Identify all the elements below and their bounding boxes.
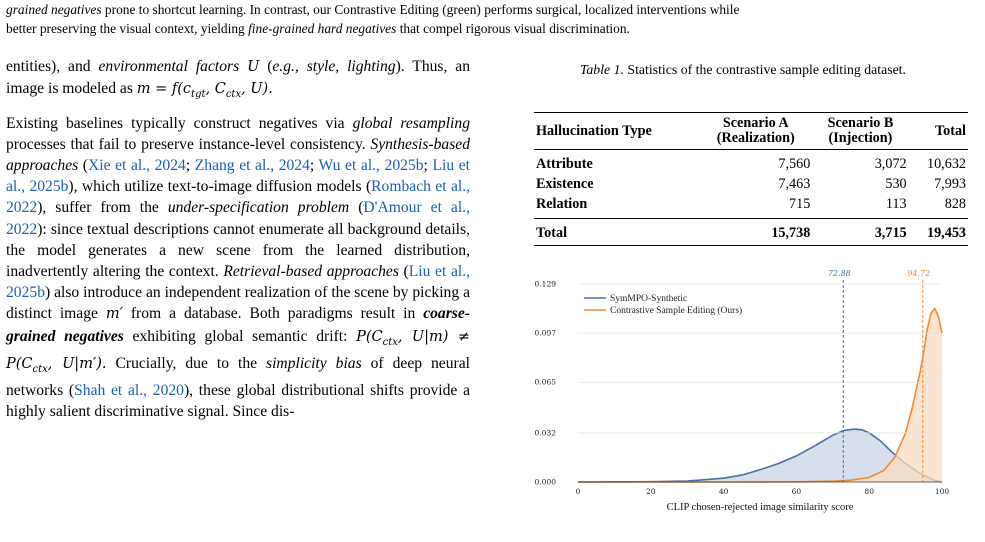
math-expr: m = f(c — [136, 81, 192, 98]
text-span: ( — [398, 262, 409, 280]
similarity-density-chart — [510, 262, 980, 542]
y-tick-label: 0.129 — [534, 279, 556, 289]
mean-label-0: 72.88 — [827, 269, 851, 278]
math-expr: , U). — [241, 81, 273, 98]
table-total-row — [534, 219, 968, 246]
text-span: ), suffer from the — [37, 199, 168, 217]
text-span: of deep neural networks ( — [6, 354, 470, 400]
row-label: Existence — [536, 176, 594, 192]
y-tick-label: 0.032 — [534, 428, 556, 438]
x-tick-label: 0 — [575, 487, 581, 496]
emphasis: global resampling — [352, 114, 470, 132]
right-column — [506, 56, 980, 241]
text-span: ( — [259, 58, 273, 75]
header-line: (Realization) — [716, 130, 795, 146]
math-expr: P(C — [356, 328, 383, 345]
math-var: U — [247, 59, 260, 75]
header-total: Total — [934, 122, 966, 139]
math-expr: , C — [205, 81, 226, 98]
header-scenario-a — [699, 113, 812, 150]
header-type: Hallucination Type — [536, 122, 652, 139]
total-cell: 19,453 — [909, 219, 968, 246]
legend-label-0: SymMPO-Synthetic — [610, 294, 688, 304]
body-text-column — [6, 56, 470, 430]
emphasis: Synthesis-based approaches — [6, 135, 470, 174]
math-sub: ctx — [382, 336, 398, 348]
caption-italic-2: fine-grained hard negatives — [248, 21, 397, 36]
cell: 7,560 — [778, 156, 811, 172]
table-row — [534, 154, 968, 174]
cell: 10,632 — [926, 156, 966, 172]
header-line: (Injection) — [828, 130, 893, 146]
text-span: Existing baselines typically construct negatives via — [6, 114, 353, 132]
y-tick-label: 0.000 — [534, 477, 556, 487]
text-span: ; — [423, 156, 433, 174]
paragraph-2 — [6, 113, 470, 423]
table-row — [534, 174, 968, 194]
citation-link[interactable]: Zhang et al., 2024 — [194, 156, 310, 174]
header-scenario-b — [812, 113, 908, 150]
total-cell: 3,715 — [812, 219, 908, 246]
table-caption-label: Table 1. — [580, 62, 624, 77]
header-line: Scenario B — [827, 115, 894, 131]
table-caption — [506, 62, 980, 78]
caption-text-2a: better preserving the visual context, yielding — [6, 21, 249, 36]
text-span: entities), and — [6, 58, 99, 75]
mean-label-1: 94.72 — [907, 269, 931, 278]
text-span: ). Thus, an image is modeled as — [6, 58, 470, 98]
row-label: Attribute — [536, 156, 593, 172]
x-tick-label: 80 — [864, 487, 874, 496]
header-line: Scenario A — [722, 115, 789, 131]
cell: 715 — [789, 196, 811, 212]
total-label: Total — [534, 219, 699, 246]
stats-table — [534, 112, 968, 246]
text-span: ): since textual descriptions cannot enumerate all background details, the model generates a new scene from the learned distribution, inadvertently altering the context. — [6, 220, 470, 280]
math-sub: tgt — [191, 89, 206, 101]
math-expr: , U|m) ≠ P(C — [6, 328, 470, 372]
math-expr: , U|m′). — [47, 355, 107, 372]
text-span: ( — [78, 156, 88, 174]
cell: 828 — [944, 196, 966, 212]
emphasis: e.g., style, lighting — [272, 58, 396, 75]
cell: 3,072 — [874, 156, 907, 172]
citation-link[interactable]: Xie et al., 2024 — [87, 156, 186, 174]
cell: 113 — [885, 196, 907, 212]
text-span: ; — [309, 156, 319, 174]
x-tick-label: 20 — [646, 487, 656, 496]
text-span: Crucially, due to the — [106, 354, 267, 372]
caption-text-2b: that compel rigorous visual discrimination. — [396, 21, 630, 36]
citation-link[interactable]: Liu et al., 2025b — [6, 262, 471, 302]
density-areas — [578, 309, 942, 482]
x-tick-label: 60 — [791, 487, 802, 496]
y-tick-label: 0.065 — [534, 377, 556, 387]
paragraph-1 — [6, 56, 470, 106]
emphasis: Retrieval-based approaches — [223, 262, 399, 280]
table-row — [534, 194, 968, 214]
caption-text-1: prone to shortcut learning. In contrast, our Contrastive Editing (green) performs surgical, localized interventions while — [101, 2, 740, 17]
text-span: exhibiting global semantic drift: — [123, 327, 357, 345]
citation-link[interactable]: Rombach et al., 2022 — [6, 178, 470, 217]
caption-italic-1: grained negatives — [6, 2, 102, 17]
text-span: processes that fail to preserve instance-level consistency. — [6, 135, 371, 153]
math-var: m′ — [105, 306, 123, 323]
row-label: Relation — [536, 196, 588, 212]
citation-link[interactable]: D'Amour et al., 2022 — [6, 199, 470, 238]
cell: 7,463 — [778, 176, 811, 192]
figure-caption — [6, 0, 981, 38]
total-cell: 15,738 — [699, 219, 812, 246]
text-span: ; — [185, 156, 195, 174]
math-sub: ctx — [225, 89, 242, 101]
strong-emphasis: coarse-grained negatives — [6, 305, 470, 345]
emphasis: environmental factors — [98, 58, 240, 75]
text-span: ) also introduce an independent realization of the scene by picking a distinct image — [6, 284, 470, 323]
citation-link[interactable]: Shah et al., 2020 — [74, 382, 184, 400]
y-tick-label: 0.097 — [534, 328, 556, 338]
x-tick-label: 40 — [718, 487, 729, 496]
legend-label-1: Contrastive Sample Editing (Ours) — [610, 306, 743, 316]
emphasis: under-specification problem — [167, 199, 350, 217]
chart-legend — [584, 294, 742, 316]
text-span: from a database. Both paradigms result in — [122, 305, 424, 323]
text-span: ), which utilize text-to-image diffusion models ( — [68, 178, 372, 196]
citation-link[interactable]: Wu et al., 2025b — [318, 156, 424, 174]
citation-link[interactable]: Liu et al., 2025b — [6, 156, 470, 196]
x-axis-label: CLIP chosen-rejected image similarity score — [666, 502, 854, 513]
x-tick-label: 100 — [934, 487, 950, 496]
table-header-row — [534, 113, 968, 150]
text-span: ( — [349, 199, 364, 217]
emphasis: simplicity bias — [266, 354, 362, 372]
text-span: ), these global distributional shifts provide a highly salient discriminative signal. Since dis- — [6, 382, 470, 421]
math-sub: ctx — [32, 363, 48, 375]
cell: 530 — [885, 176, 907, 192]
cell: 7,993 — [934, 176, 966, 192]
table-caption-text: Statistics of the contrastive sample editing dataset. — [623, 62, 906, 77]
